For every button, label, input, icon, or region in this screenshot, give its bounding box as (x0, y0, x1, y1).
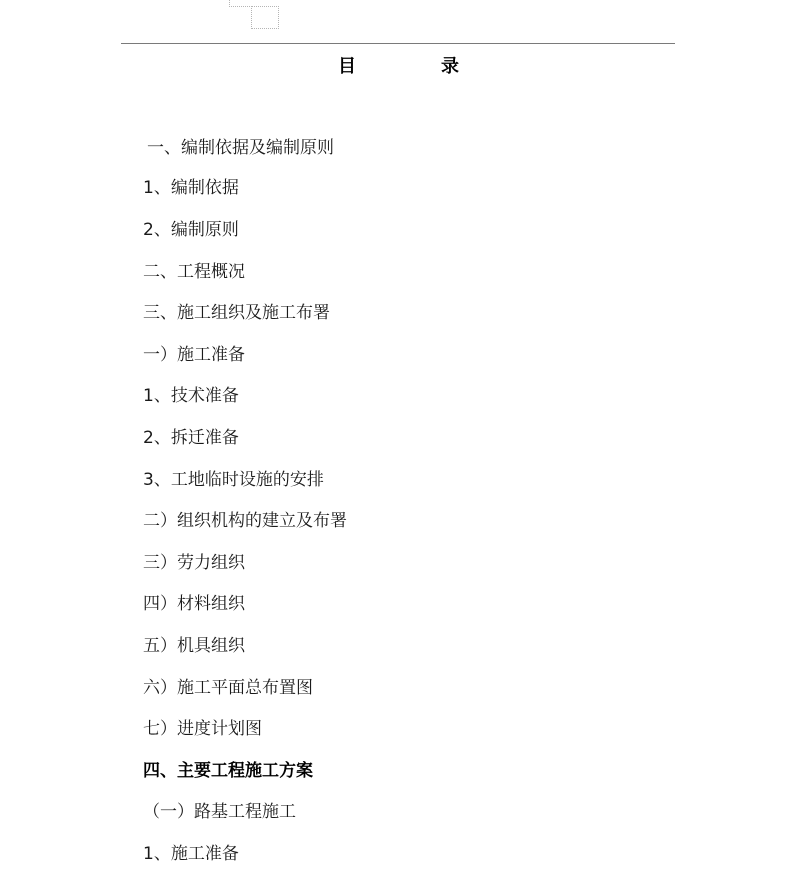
toc-entry: 3、工地临时设施的安排 (143, 470, 324, 490)
toc-entry: 七）进度计划图 (143, 719, 262, 739)
toc-entry: 三）劳力组织 (143, 553, 245, 573)
toc-entry: 六）施工平面总布置图 (143, 678, 313, 698)
toc-entry: 2、编制原则 (143, 220, 239, 240)
toc-entry: 二）组织机构的建立及布署 (143, 511, 347, 531)
toc-entry: 四）材料组织 (143, 594, 245, 614)
toc-entry: 2、拆迁准备 (143, 428, 239, 448)
toc-entry: 1、施工准备 (143, 844, 239, 864)
toc-title-char: 录 (441, 56, 459, 77)
toc-entry: 三、施工组织及施工布署 (143, 303, 330, 323)
toc-entry: 1、编制依据 (143, 178, 239, 198)
toc-entry: （一）路基工程施工 (143, 802, 296, 822)
toc-entry: 五）机具组织 (143, 636, 245, 656)
toc-entry: 二、工程概况 (143, 262, 245, 282)
toc-entry: 一、编制依据及编制原则 (147, 138, 334, 158)
toc-entry: 一）施工准备 (143, 345, 245, 365)
toc-entry: 1、技术准备 (143, 386, 239, 406)
toc-title-char: 目 (338, 56, 356, 77)
toc-entry: 四、主要工程施工方案 (143, 761, 313, 781)
